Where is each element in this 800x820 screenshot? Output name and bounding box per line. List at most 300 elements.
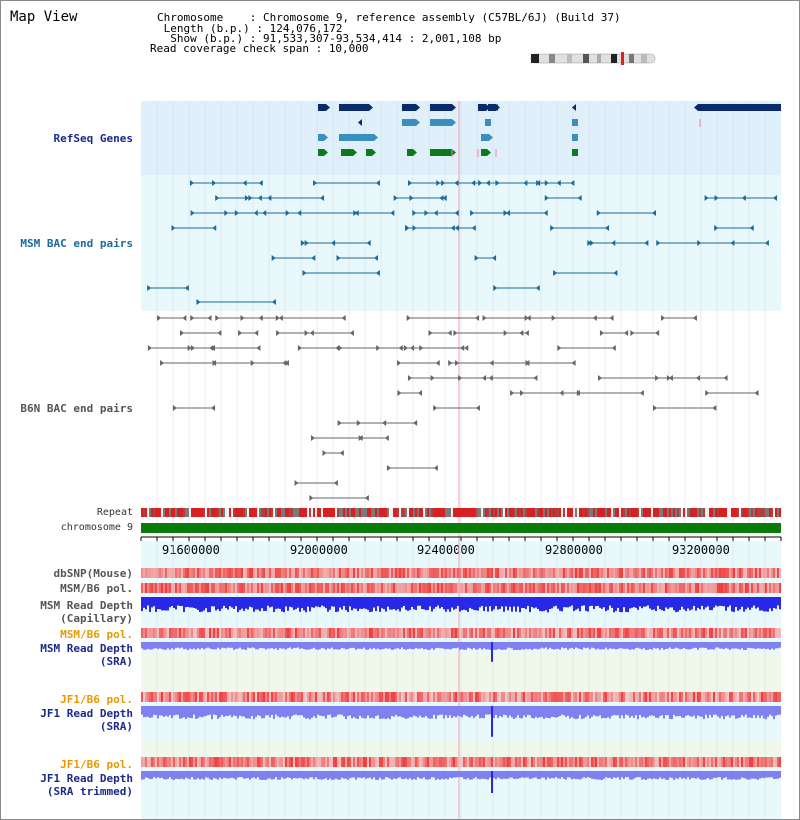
heat-cell [557, 692, 559, 702]
depth-bar [445, 597, 447, 612]
heat-cell [333, 583, 335, 593]
heat-cell [357, 692, 359, 702]
depth-bar [639, 597, 641, 606]
heat-cell [487, 757, 489, 767]
depth-bar [559, 597, 561, 611]
bac-end-marker [590, 240, 594, 246]
bac-end-marker [525, 330, 529, 336]
depth-bar [687, 706, 689, 715]
depth-bar [301, 597, 303, 608]
depth-bar [369, 642, 371, 648]
heat-cell [771, 583, 773, 593]
bac-end-marker [652, 210, 656, 216]
track-label-refseq[interactable]: RefSeq Genes [53, 132, 133, 145]
depth-bar [605, 771, 607, 777]
heat-cell [377, 568, 379, 578]
bac-end-marker [705, 195, 709, 201]
depth-bar [625, 706, 627, 715]
heat-cell [421, 757, 423, 767]
heat-cell [549, 568, 551, 578]
heat-cell [565, 583, 567, 593]
depth-bar [407, 597, 409, 611]
heat-cell [575, 628, 577, 638]
bac-end-marker [334, 480, 338, 486]
heat-cell [301, 628, 303, 638]
heat-cell [473, 692, 475, 702]
heat-cell [663, 583, 665, 593]
depth-bar [485, 706, 487, 715]
depth-bar [749, 771, 751, 779]
heat-cell [655, 568, 657, 578]
heat-cell [287, 583, 289, 593]
heat-cell [349, 628, 351, 638]
heat-cell [609, 568, 611, 578]
depth-bar [159, 642, 161, 648]
heat-cell [275, 628, 277, 638]
depth-bar [179, 706, 181, 719]
depth-bar [455, 642, 457, 648]
depth-bar [315, 642, 317, 649]
depth-bar [527, 642, 529, 649]
depth-bar [665, 642, 667, 649]
depth-bar [309, 642, 311, 649]
depth-bar [311, 771, 313, 777]
heat-cell [381, 583, 383, 593]
track-label-msm-b6-pol-2[interactable]: MSM/B6 pol. [60, 628, 133, 641]
depth-bar [141, 706, 143, 715]
depth-bar [763, 597, 765, 611]
heat-cell [641, 757, 643, 767]
depth-bar [497, 642, 499, 649]
repeat-segment [565, 508, 567, 517]
heat-cell [689, 568, 691, 578]
depth-bar [657, 706, 659, 718]
heat-cell [559, 692, 561, 702]
repeat-segment [263, 508, 265, 517]
heat-cell [225, 583, 227, 593]
heat-cell [191, 583, 193, 593]
heat-cell [553, 757, 555, 767]
depth-bar [305, 771, 307, 778]
depth-bar [511, 642, 513, 648]
track-label-msm-depth-sra-1[interactable]: MSM Read Depth [40, 642, 133, 655]
repeat-segment [205, 508, 207, 517]
depth-bar [421, 642, 423, 648]
heat-cell [581, 568, 583, 578]
depth-bar [179, 642, 181, 648]
heat-cell [569, 628, 571, 638]
depth-bar [631, 706, 633, 716]
bac-end-marker [697, 240, 701, 246]
heat-cell [703, 583, 705, 593]
depth-bar [447, 597, 449, 609]
heat-cell [185, 757, 187, 767]
repeat-segment [711, 508, 713, 517]
heat-cell [567, 757, 569, 767]
depth-bar [677, 597, 679, 612]
heat-cell [519, 757, 521, 767]
depth-bar [489, 771, 491, 778]
repeat-segment [667, 508, 669, 517]
heat-cell [469, 692, 471, 702]
heat-cell [515, 583, 517, 593]
heat-cell [495, 692, 497, 702]
depth-bar [685, 597, 687, 611]
depth-bar [241, 771, 243, 777]
track-label-dbsnp[interactable]: dbSNP(Mouse) [53, 567, 133, 580]
heat-cell [507, 628, 509, 638]
heat-cell [143, 628, 145, 638]
repeat-segment [731, 508, 733, 517]
repeat-segment [303, 508, 305, 517]
heat-cell [761, 757, 763, 767]
depth-bar [151, 642, 153, 649]
heat-cell [719, 757, 721, 767]
heat-cell [551, 568, 553, 578]
depth-bar [259, 642, 261, 648]
heat-cell [313, 583, 315, 593]
heat-cell [215, 757, 217, 767]
depth-bar [591, 706, 593, 717]
depth-bar [271, 706, 273, 715]
depth-bar [151, 597, 153, 607]
heat-cell [309, 692, 311, 702]
depth-bar [273, 642, 275, 649]
heat-cell [355, 692, 357, 702]
heat-cell [693, 757, 695, 767]
track-label-msm-b6-pol-1[interactable]: MSM/B6 pol. [60, 582, 133, 595]
depth-bar [209, 642, 211, 648]
depth-bar [615, 771, 617, 778]
heat-cell [155, 692, 157, 702]
depth-bar [771, 642, 773, 649]
depth-bar [187, 642, 189, 650]
heat-cell [537, 692, 539, 702]
heat-cell [693, 692, 695, 702]
depth-bar [295, 642, 297, 648]
depth-bar [141, 771, 143, 780]
depth-bar [143, 642, 145, 650]
depth-bar [571, 771, 573, 779]
depth-bar [385, 642, 387, 648]
heat-cell [185, 628, 187, 638]
heat-cell [219, 628, 221, 638]
depth-bar [769, 771, 771, 777]
heat-cell [567, 692, 569, 702]
heat-cell [669, 692, 671, 702]
depth-bar [615, 642, 617, 649]
heat-cell [169, 757, 171, 767]
heat-cell [749, 757, 751, 767]
depth-bar [401, 642, 403, 647]
heat-cell [659, 628, 661, 638]
depth-bar [373, 642, 375, 648]
depth-bar [383, 771, 385, 779]
depth-bar [469, 771, 471, 780]
heat-cell [281, 628, 283, 638]
heat-cell [375, 757, 377, 767]
depth-bar [421, 706, 423, 718]
heat-cell [579, 583, 581, 593]
heat-cell [613, 757, 615, 767]
heat-cell [283, 628, 285, 638]
heat-cell [755, 568, 757, 578]
heat-cell [625, 628, 627, 638]
heat-cell [727, 628, 729, 638]
depth-bar [737, 771, 739, 780]
heat-cell [731, 692, 733, 702]
depth-bar [751, 597, 753, 608]
track-label-jf1-depth-sra-1[interactable]: JF1 Read Depth [40, 707, 133, 720]
depth-bar [371, 597, 373, 612]
depth-bar [355, 642, 357, 650]
heat-cell [701, 757, 703, 767]
heat-cell [477, 692, 479, 702]
track-label-b6n-bac[interactable]: B6N BAC end pairs [20, 402, 133, 415]
heat-cell [759, 583, 761, 593]
heat-cell [505, 568, 507, 578]
depth-bar [299, 771, 301, 778]
heat-cell [207, 757, 209, 767]
depth-bar [201, 642, 203, 648]
depth-bar [261, 771, 263, 780]
depth-bar [201, 771, 203, 779]
depth-bar [745, 706, 747, 715]
heat-cell [597, 583, 599, 593]
heat-cell [379, 692, 381, 702]
depth-bar [221, 706, 223, 715]
track-label-jf1-b6-pol-2[interactable]: JF1/B6 pol. [60, 758, 133, 771]
heat-cell [449, 628, 451, 638]
heat-cell [209, 692, 211, 702]
heat-cell [727, 568, 729, 578]
depth-bar [593, 771, 595, 779]
depth-bar [617, 771, 619, 777]
repeat-segment [165, 508, 167, 517]
heat-cell [581, 757, 583, 767]
bac-end-marker [742, 195, 746, 201]
depth-bar [173, 771, 175, 780]
heat-cell [411, 583, 413, 593]
depth-bar [535, 771, 537, 777]
depth-bar [447, 706, 449, 718]
bac-end-marker [374, 255, 378, 261]
heat-cell [673, 583, 675, 593]
depth-bar [733, 642, 735, 649]
heat-cell [499, 568, 501, 578]
depth-bar [185, 597, 187, 607]
heat-cell [227, 692, 229, 702]
genome-tracks[interactable] [1, 1, 800, 820]
heat-cell [633, 628, 635, 638]
repeat-segment [355, 508, 357, 517]
heat-cell [655, 757, 657, 767]
depth-bar [743, 706, 745, 717]
depth-bar [297, 642, 299, 647]
heat-cell [445, 757, 447, 767]
heat-cell [553, 568, 555, 578]
bac-end-marker [705, 390, 709, 396]
heat-cell [289, 628, 291, 638]
bac-end-marker [570, 180, 574, 186]
heat-cell [493, 757, 495, 767]
heat-cell [621, 583, 623, 593]
depth-bar [611, 706, 613, 716]
heat-cell [341, 757, 343, 767]
depth-bar [537, 706, 539, 718]
depth-bar [329, 642, 331, 649]
heat-cell [167, 692, 169, 702]
depth-bar [569, 642, 571, 648]
depth-bar [181, 706, 183, 718]
track-label-msm-depth-cap-1[interactable]: MSM Read Depth [40, 599, 133, 612]
heat-cell [391, 692, 393, 702]
repeat-segment [281, 508, 283, 517]
depth-bar [567, 597, 569, 607]
depth-bar [341, 771, 343, 778]
heat-cell [579, 692, 581, 702]
track-label-jf1-b6-pol-1[interactable]: JF1/B6 pol. [60, 693, 133, 706]
depth-bar [475, 771, 477, 777]
depth-bar [701, 706, 703, 717]
depth-bar [503, 706, 505, 715]
depth-bar [519, 706, 521, 718]
heat-cell [657, 628, 659, 638]
heat-cell [647, 628, 649, 638]
bac-end-marker [483, 315, 487, 321]
heat-cell [489, 692, 491, 702]
depth-bar [697, 771, 699, 778]
heat-cell [623, 757, 625, 767]
depth-bar [673, 706, 675, 715]
repeat-segment [179, 508, 181, 517]
repeat-segment [203, 508, 205, 517]
depth-bar [579, 771, 581, 780]
repeat-segment [723, 508, 725, 517]
track-label-msm-bac[interactable]: MSM BAC end pairs [20, 237, 133, 250]
bac-end-marker [533, 375, 537, 381]
depth-bar [327, 597, 329, 612]
heat-cell [701, 568, 703, 578]
depth-bar [227, 642, 229, 648]
depth-bar [533, 771, 535, 778]
depth-bar [173, 597, 175, 608]
heat-cell [505, 628, 507, 638]
heat-cell [409, 583, 411, 593]
heat-cell [481, 583, 483, 593]
repeat-segment [525, 508, 527, 517]
heat-cell [773, 583, 775, 593]
heat-cell [675, 568, 677, 578]
bac-end-marker [180, 330, 184, 336]
heat-cell [213, 628, 215, 638]
depth-bar [541, 771, 543, 778]
repeat-segment [431, 508, 433, 517]
depth-bar [597, 771, 599, 780]
depth-bar [307, 771, 309, 779]
depth-bar [463, 771, 465, 779]
repeat-segment [639, 508, 641, 517]
heat-cell [669, 568, 671, 578]
depth-bar [311, 642, 313, 649]
depth-spike [491, 706, 493, 737]
depth-bar [619, 771, 621, 780]
heat-cell [487, 583, 489, 593]
heat-cell [773, 628, 775, 638]
depth-bar [743, 771, 745, 778]
heat-cell [305, 692, 307, 702]
heat-cell [179, 692, 181, 702]
depth-bar [777, 706, 779, 715]
depth-bar [337, 642, 339, 650]
heat-cell [649, 692, 651, 702]
repeat-segment [141, 508, 143, 517]
heat-cell [221, 628, 223, 638]
heat-cell [659, 568, 661, 578]
heat-cell [269, 757, 271, 767]
depth-bar [215, 597, 217, 610]
heat-cell [205, 692, 207, 702]
heat-cell [575, 583, 577, 593]
depth-bar [141, 597, 143, 611]
heat-cell [535, 757, 537, 767]
depth-bar [625, 771, 627, 777]
depth-bar [459, 771, 461, 777]
heat-cell [743, 692, 745, 702]
depth-bar [393, 597, 395, 609]
bac-end-marker [208, 315, 212, 321]
heat-cell [547, 568, 549, 578]
bac-end-marker [434, 210, 438, 216]
heat-cell [255, 628, 257, 638]
depth-bar [325, 706, 327, 719]
depth-bar [161, 597, 163, 610]
repeat-segment [383, 508, 385, 517]
track-label-jf1-depth-trim-1[interactable]: JF1 Read Depth [40, 772, 133, 785]
heat-cell [495, 568, 497, 578]
depth-bar [733, 771, 735, 779]
heat-cell [159, 628, 161, 638]
repeat-segment [757, 508, 759, 517]
depth-bar [761, 642, 763, 649]
depth-bar [275, 771, 277, 777]
heat-cell [465, 757, 467, 767]
heat-cell [153, 692, 155, 702]
heat-cell [577, 628, 579, 638]
depth-bar [609, 706, 611, 719]
heat-cell [351, 692, 353, 702]
depth-bar [357, 642, 359, 649]
bac-end-marker [408, 180, 412, 186]
heat-cell [409, 628, 411, 638]
heat-cell [309, 583, 311, 593]
heat-cell [747, 568, 749, 578]
heat-cell [509, 692, 511, 702]
heat-cell [191, 628, 193, 638]
depth-bar [251, 597, 253, 607]
depth-bar [309, 597, 311, 611]
heat-cell [231, 692, 233, 702]
heat-cell [625, 583, 627, 593]
depth-bar [647, 597, 649, 605]
depth-bar [323, 597, 325, 607]
depth-bar [493, 642, 495, 650]
heat-cell [449, 583, 451, 593]
heat-cell [611, 757, 613, 767]
heat-cell [737, 757, 739, 767]
bac-end-marker [256, 345, 260, 351]
depth-bar [347, 597, 349, 612]
